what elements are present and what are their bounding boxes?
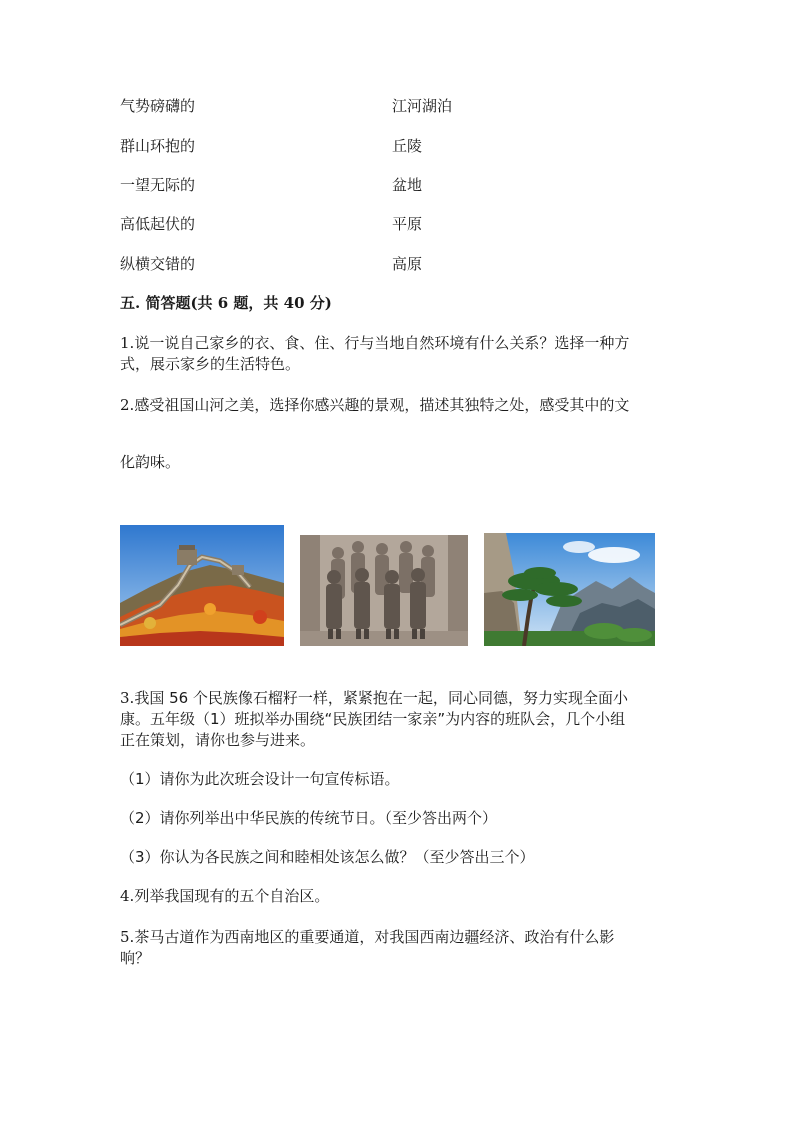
question-number: 5. (120, 928, 135, 946)
huangshan-pine-photo (484, 533, 655, 646)
terracotta-warriors-photo (300, 535, 468, 646)
question-3-sub-1: （1）请你为此次班会设计一句宣传标语。 (120, 770, 400, 788)
match-left-1: 气势磅礴的 (120, 97, 196, 115)
match-right-4: 平原 (392, 215, 423, 233)
question-3 (120, 688, 676, 751)
question-text-line: 茶马古道作为西南地区的重要通道，对我国西南边疆经济、政治有什么影 (134, 928, 615, 946)
question-text-line: 正在策划，请你也参与进来。 (120, 731, 316, 749)
question-2-continued: 化韵味。 (120, 453, 181, 471)
question-text-line: 式，展示家乡的生活特色。 (120, 355, 301, 373)
question-text-line: 感受祖国山河之美，选择你感兴趣的景观，描述其独特之处，感受其中的文 (134, 396, 630, 414)
question-number: 4. (120, 887, 135, 905)
match-left-2: 群山环抱的 (120, 137, 196, 155)
question-2 (120, 395, 676, 416)
question-number: 1. (120, 334, 135, 352)
question-number: 3. (120, 689, 135, 707)
question-3-sub-2: （2）请你列举出中华民族的传统节日。（至少答出两个） (120, 809, 498, 827)
question-text-line: 说一说自己家乡的衣、食、住、行与当地自然环境有什么关系？选择一种方 (134, 334, 630, 352)
match-left-5: 纵横交错的 (120, 255, 196, 273)
section-title: 五. 简答题(共 6 题，共 40 分) (120, 294, 332, 312)
question-text-line: 康。五年级（1）班拟举办围绕“民族团结一家亲”为内容的班队会，几个小组 (120, 710, 626, 728)
question-number: 2. (120, 396, 135, 414)
match-right-3: 盆地 (392, 176, 423, 194)
question-text-line: 列举我国现有的五个自治区。 (134, 887, 330, 905)
question-3-sub-3: （3）你认为各民族之间和睦相处该怎么做？（至少答出三个） (120, 848, 535, 866)
match-right-2: 丘陵 (392, 137, 423, 155)
question-text-line: 响？ (120, 949, 151, 967)
question-4 (120, 886, 676, 907)
match-left-4: 高低起伏的 (120, 215, 196, 233)
question-5 (120, 927, 676, 969)
match-right-5: 高原 (392, 255, 423, 273)
question-1 (120, 333, 676, 375)
match-left-3: 一望无际的 (120, 176, 196, 194)
match-right-1: 江河湖泊 (392, 97, 453, 115)
great-wall-photo (120, 525, 284, 646)
question-text-line: 我国 56 个民族像石榴籽一样，紧紧抱在一起，同心同德，努力实现全面小 (134, 689, 628, 707)
